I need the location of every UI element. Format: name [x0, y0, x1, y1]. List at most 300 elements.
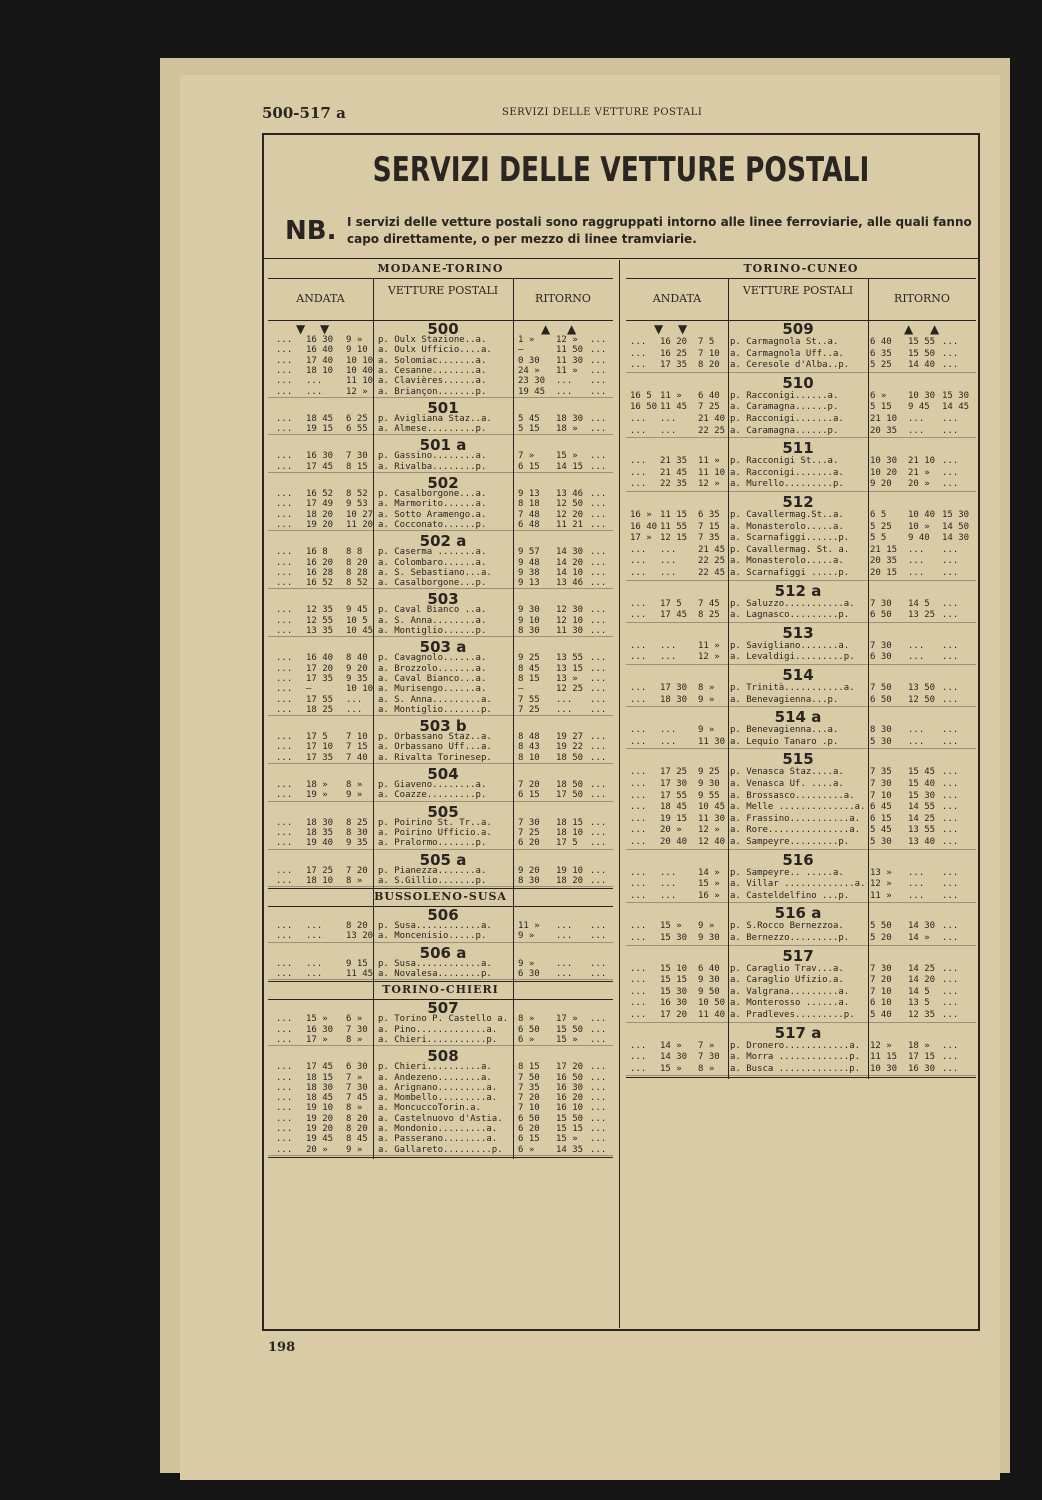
cell: 9 » — [346, 790, 363, 801]
cell: 9 45 — [908, 402, 930, 413]
cell: 16 5 — [630, 390, 652, 401]
cell: 8 15 — [346, 461, 368, 472]
cell: 18 50 — [556, 752, 584, 763]
cell: a. Brossasco.........a. — [730, 790, 855, 801]
cell: ... — [590, 1024, 607, 1035]
cell: 6 20 — [518, 1124, 540, 1134]
cell: 8 25 — [346, 817, 368, 828]
cell: a. Mombello.........a. — [378, 1093, 498, 1104]
col-ritorno: RITORNO — [535, 292, 591, 305]
cell: a. Novalesa........p. — [378, 969, 492, 979]
cell: 14 50 — [942, 521, 970, 532]
table-row — [626, 568, 976, 579]
cell: p. Savigliano.......a. — [730, 640, 850, 651]
cell: p. Benevagienna...a. — [730, 725, 839, 736]
cell: 7 50 — [518, 1072, 540, 1083]
cell: ... — [590, 1124, 607, 1134]
cell: ... — [630, 963, 647, 974]
cell: a. Briançon.......p. — [378, 386, 487, 397]
cell: ... — [630, 1040, 647, 1051]
cell: ... — [942, 610, 959, 621]
cell: a. Racconigi.......a. — [730, 467, 844, 478]
service-number: 506 a — [419, 943, 467, 962]
cell: 14 25 — [908, 963, 936, 974]
cell: ... — [590, 790, 607, 801]
cell: ... — [276, 752, 293, 763]
down-arrow-icon: ▼ — [296, 322, 306, 336]
cell: ... — [276, 732, 293, 743]
cell: 6 40 — [870, 337, 892, 347]
cell: ... — [660, 652, 677, 663]
cell: 18 10 — [306, 365, 334, 376]
cell: ... — [660, 640, 677, 651]
cell: ... — [556, 958, 573, 969]
cell: 15 » — [556, 1034, 578, 1045]
cell: ... — [590, 605, 607, 616]
cell: 11 55 — [660, 521, 688, 532]
cell: ... — [276, 780, 293, 790]
col-andata: ANDATA — [296, 292, 345, 305]
cell: ... — [942, 360, 959, 371]
cell: 16 30 — [306, 1024, 334, 1035]
cell: ... — [590, 365, 607, 376]
cell: 16 » — [698, 890, 720, 901]
cell: 18 30 — [556, 413, 584, 424]
cell: ... — [942, 414, 959, 424]
cell: 18 15 — [306, 1072, 334, 1083]
table-row — [626, 998, 976, 1009]
service-number: 505 a — [419, 850, 467, 869]
cell: p. Cavallermag. St. a. — [730, 544, 850, 555]
cell: ... — [276, 557, 293, 568]
cell: 18 10 — [306, 875, 334, 886]
cell: ... — [276, 1103, 293, 1114]
cell: 14 5 — [908, 986, 930, 997]
cell: 19 27 — [556, 732, 584, 743]
cell: ... — [630, 813, 647, 824]
cell: p. Cavallermag.St..a. — [730, 510, 844, 520]
cell: 7 30 — [518, 817, 540, 828]
cell: ... — [276, 1093, 293, 1104]
table-row — [626, 837, 976, 848]
table-row — [626, 468, 976, 479]
cell: ... — [590, 615, 607, 626]
cell: 19 20 — [306, 519, 334, 530]
cell: ... — [630, 921, 647, 932]
cell: ... — [630, 879, 647, 890]
cell: ... — [942, 767, 959, 778]
cell: ... — [276, 424, 293, 435]
cell: 9 » — [346, 335, 363, 345]
cell: ... — [276, 365, 293, 376]
cell: a. Moncenisio.....p. — [378, 931, 487, 942]
row-rule — [268, 763, 613, 764]
cell: 11 » — [870, 890, 892, 901]
cell: 20 » — [660, 825, 682, 836]
cell: p. Poirino St. Tr..a. — [378, 817, 492, 828]
cell: ... — [590, 547, 607, 558]
cell: 5 25 — [870, 360, 892, 371]
cell: 8 20 — [698, 360, 720, 371]
cell: ... — [590, 626, 607, 636]
cell: ... — [276, 931, 293, 942]
cell: — — [518, 684, 524, 695]
cell: 16 28 — [306, 567, 334, 578]
cell: 5 45 — [870, 825, 892, 836]
cell: ... — [942, 456, 959, 467]
cell: ... — [276, 875, 293, 886]
cell: 12 20 — [556, 509, 584, 520]
cell: 14 30 — [556, 547, 584, 558]
cell: 8 15 — [518, 1062, 540, 1073]
cell: ... — [276, 865, 293, 876]
cell: 14 55 — [908, 802, 936, 813]
cell: 16 50 — [556, 1072, 584, 1083]
cell: 11 » — [660, 390, 682, 401]
cell: ... — [942, 598, 959, 609]
service-number: 513 — [782, 623, 814, 642]
cell: 12 40 — [698, 837, 726, 847]
cell: 17 30 — [660, 779, 688, 789]
cell: ... — [276, 694, 293, 705]
cell: 15 » — [556, 1134, 578, 1145]
cell: ... — [346, 704, 363, 715]
cell: a. Sotto Aramengo.a. — [378, 509, 487, 520]
cell: 8 52 — [346, 489, 368, 499]
cell: ... — [942, 890, 959, 901]
cell: 7 55 — [518, 694, 540, 705]
cell: 7 50 — [870, 683, 892, 693]
cell: 8 » — [346, 1103, 363, 1114]
service-number: 505 — [427, 802, 459, 821]
cell: 7 30 — [346, 1024, 368, 1035]
cell: 21 45 — [660, 467, 688, 478]
cell: 14 » — [698, 867, 720, 878]
row-rule — [626, 1022, 976, 1023]
cell: ... — [590, 345, 607, 356]
cell: 13 55 — [908, 825, 936, 836]
cell: ... — [276, 413, 293, 424]
cell: ... — [630, 790, 647, 801]
cell: 21 35 — [660, 456, 688, 467]
table-row — [626, 921, 976, 932]
cell: ... — [908, 425, 925, 436]
cell: 16 » — [630, 510, 652, 520]
cell: 6 15 — [870, 813, 892, 824]
cell: 17 20 — [660, 1010, 688, 1020]
running-header — [262, 104, 982, 126]
cell: a. Caval Bianco...a. — [378, 673, 487, 684]
cell: 8 18 — [518, 499, 540, 510]
cell: ... — [276, 578, 293, 589]
cell: 8 8 — [346, 547, 363, 558]
cell: ... — [590, 673, 607, 684]
cell: ... — [590, 557, 607, 568]
cell: p. Racconigi.......a. — [730, 414, 844, 424]
service-number: 516 a — [774, 904, 822, 923]
cell: 17 55 — [660, 790, 688, 801]
cell: ... — [942, 921, 959, 932]
cell: ... — [942, 694, 959, 705]
cell: ... — [276, 355, 293, 366]
cell: ... — [276, 1144, 293, 1155]
cell: a. Bernezzo.........p. — [730, 933, 850, 943]
cell: a. Scarnafiggi......p. — [730, 533, 850, 544]
cell: 13 20 — [346, 931, 374, 942]
cell: 18 » — [908, 1040, 930, 1051]
cell: 16 40 — [630, 521, 658, 532]
cell: ... — [276, 1134, 293, 1145]
cell: 18 35 — [306, 827, 334, 838]
row-rule — [268, 942, 613, 943]
row-rule — [268, 886, 613, 887]
cell: 7 48 — [518, 509, 540, 520]
cell: 11 » — [698, 640, 720, 651]
cell: 15 30 — [942, 390, 970, 401]
cell: ... — [590, 838, 607, 849]
rule — [268, 278, 613, 279]
cell: 18 » — [556, 424, 578, 435]
cell: 5 15 — [518, 424, 540, 435]
cell: 17 35 — [306, 673, 334, 684]
cell: 10 20 — [870, 467, 898, 478]
cell: p. Avigliana Staz..a. — [378, 413, 492, 424]
cell: ... — [276, 1082, 293, 1093]
cell: 8 » — [346, 875, 363, 886]
cell: 15 » — [698, 879, 720, 890]
cell: p. Racconigi......a. — [730, 390, 839, 401]
cell: ... — [276, 1062, 293, 1073]
cell: ... — [630, 986, 647, 997]
cell: a. Passerano........a. — [378, 1134, 498, 1145]
cell: 1 » — [518, 335, 535, 345]
cell: 14 10 — [556, 567, 584, 578]
table-row — [626, 868, 976, 879]
row-rule — [268, 588, 613, 589]
cell: ... — [306, 931, 323, 942]
cell: 7 20 — [870, 975, 892, 986]
divider — [264, 258, 978, 259]
cell: 9 20 — [870, 479, 892, 490]
cell: a. Andezeno........a. — [378, 1072, 492, 1083]
cell: 15 50 — [556, 1113, 584, 1124]
cell: 17 » — [306, 1034, 328, 1045]
cell: 8 45 — [346, 1134, 368, 1145]
cell: a. Brozzolo.......a. — [378, 663, 487, 674]
cell: ... — [276, 817, 293, 828]
cell: 7 40 — [346, 752, 368, 763]
cell: a. S.Gillio.......p. — [378, 875, 487, 886]
cell: 11 45 — [660, 402, 688, 413]
cell: ... — [630, 683, 647, 693]
col-separator — [373, 278, 374, 1159]
cell: 5 40 — [870, 1010, 892, 1020]
service-number: 503 a — [419, 638, 467, 657]
table-row — [626, 987, 976, 998]
cell: p. Pianezza.......a. — [378, 865, 487, 876]
cell: 8 » — [698, 683, 715, 693]
cell: 6 40 — [698, 963, 720, 974]
cell: ... — [276, 615, 293, 626]
service-number: 511 — [782, 439, 814, 458]
rule — [626, 1077, 976, 1078]
cell: 9 35 — [346, 673, 368, 684]
table-row — [626, 414, 976, 425]
cell: 7 25 — [518, 827, 540, 838]
cell: 19 20 — [306, 1124, 334, 1134]
section-title: MODANE-TORINO — [377, 262, 504, 275]
cell: p. Venasca Staz....a. — [730, 767, 844, 778]
cell: 16 10 — [556, 1103, 584, 1114]
row-rule — [626, 706, 976, 707]
cell: ... — [660, 725, 677, 736]
cell: 18 20 — [306, 509, 334, 520]
row-rule — [268, 1045, 613, 1046]
cell: 21 10 — [870, 414, 898, 424]
cell: 11 30 — [698, 813, 726, 824]
cell: ... — [942, 736, 959, 747]
cell: 13 55 — [556, 653, 584, 664]
cell: ... — [630, 933, 647, 943]
cell: 6 35 — [870, 348, 892, 359]
cell: p. S.Rocco Bernezzoa. — [730, 921, 844, 932]
cell: 12 15 — [660, 533, 688, 544]
cell: ... — [590, 355, 607, 366]
service-number: 500 — [427, 320, 459, 338]
cell: 13 15 — [556, 663, 584, 674]
service-number: 507 — [427, 999, 459, 1018]
cell: 14 » — [908, 933, 930, 943]
cell: p. Dronero............a. — [730, 1040, 861, 1051]
cell: ... — [908, 640, 925, 651]
cell: 13 5 — [908, 998, 930, 1009]
service-number: 516 — [782, 850, 814, 869]
cell: 15 15 — [660, 975, 688, 986]
cell: 6 40 — [698, 390, 720, 401]
cell: ... — [346, 694, 363, 705]
table-row — [626, 456, 976, 467]
cell: 9 20 — [346, 663, 368, 674]
cell: 7 45 — [346, 1093, 368, 1104]
table-row — [626, 879, 976, 890]
cell: 19 40 — [306, 838, 334, 849]
cell: 10 45 — [346, 626, 374, 636]
cell: 15 30 — [908, 790, 936, 801]
cell: 7 5 — [698, 337, 715, 347]
cell: ... — [276, 345, 293, 356]
cell: 5 30 — [870, 837, 892, 847]
cell: ... — [660, 425, 677, 436]
cell: ... — [630, 767, 647, 778]
row-rule — [268, 434, 613, 435]
row-rule — [626, 748, 976, 749]
row-rule — [268, 715, 613, 716]
cell: 6 35 — [698, 510, 720, 520]
cell: 17 15 — [908, 1052, 936, 1063]
cell: 9 15 — [346, 958, 368, 969]
cell: 7 30 — [698, 1052, 720, 1063]
cell: 10 40 — [908, 510, 936, 520]
service-number: 512 a — [774, 581, 822, 600]
cell: ... — [590, 424, 607, 435]
cell: 7 30 — [346, 1082, 368, 1093]
cell: 12 30 — [556, 605, 584, 616]
cell: p. Carmagnola St..a. — [730, 337, 839, 347]
cell: 11 30 — [698, 736, 726, 747]
table-row — [626, 1041, 976, 1052]
cell: ... — [942, 479, 959, 490]
table-row — [626, 545, 976, 556]
table-row — [626, 825, 976, 836]
cell: 9 53 — [346, 499, 368, 510]
cell: 14 30 — [908, 921, 936, 932]
cell: ... — [630, 725, 647, 736]
cell: a. Levaldigi.........p. — [730, 652, 855, 663]
row-rule — [626, 580, 976, 581]
cell: 7 30 — [870, 779, 892, 789]
table-row — [626, 802, 976, 813]
cell: a. Cesanne........a. — [378, 365, 487, 376]
cell: — — [306, 684, 312, 695]
cell: p. Chieri..........a. — [378, 1062, 492, 1073]
cell: a. Benevagienna...p. — [730, 694, 839, 705]
cell: ... — [630, 890, 647, 901]
service-number: 502 a — [419, 532, 467, 551]
cell: 13 50 — [908, 683, 936, 693]
cell: 9 30 — [698, 779, 720, 789]
cell: ... — [630, 1063, 647, 1074]
cell: 10 30 — [870, 1063, 898, 1074]
table-row — [626, 1064, 976, 1075]
cell: ... — [942, 825, 959, 836]
cell: 7 » — [346, 1072, 363, 1083]
cell: ... — [590, 451, 607, 462]
cell: ... — [908, 736, 925, 747]
cell: a. Rivalba........p. — [378, 461, 487, 472]
cell: 21 » — [908, 467, 930, 478]
cell: ... — [276, 605, 293, 616]
cell: a. Colombaro......a. — [378, 557, 487, 568]
cell: ... — [942, 779, 959, 789]
cell: 18 10 — [556, 827, 584, 838]
service-number: 502 — [427, 474, 459, 492]
cell: a. Morra .............p. — [730, 1052, 861, 1063]
up-arrow-icon: ▲ — [930, 322, 940, 336]
cell: ... — [590, 489, 607, 499]
cell: 10 » — [908, 521, 930, 532]
table-row — [626, 337, 976, 348]
cell: ... — [942, 683, 959, 693]
service-number: 509 — [782, 320, 814, 338]
cell: 15 50 — [908, 348, 936, 359]
cell: ... — [590, 704, 607, 715]
cell: 5 50 — [870, 921, 892, 932]
cell: a. Clavières......a. — [378, 376, 487, 387]
cell: 7 10 — [698, 348, 720, 359]
cell: ... — [942, 975, 959, 986]
cell: ... — [590, 663, 607, 674]
cell: ... — [630, 360, 647, 371]
cell: 7 25 — [518, 704, 540, 715]
row-rule — [268, 1155, 613, 1156]
cell: 5 5 — [870, 533, 887, 544]
cell: 8 30 — [518, 875, 540, 886]
cell: ... — [276, 489, 293, 499]
cell: 16 30 — [660, 998, 688, 1009]
cell: ... — [630, 348, 647, 359]
cell: ... — [908, 867, 925, 878]
cell: 16 30 — [306, 335, 334, 345]
